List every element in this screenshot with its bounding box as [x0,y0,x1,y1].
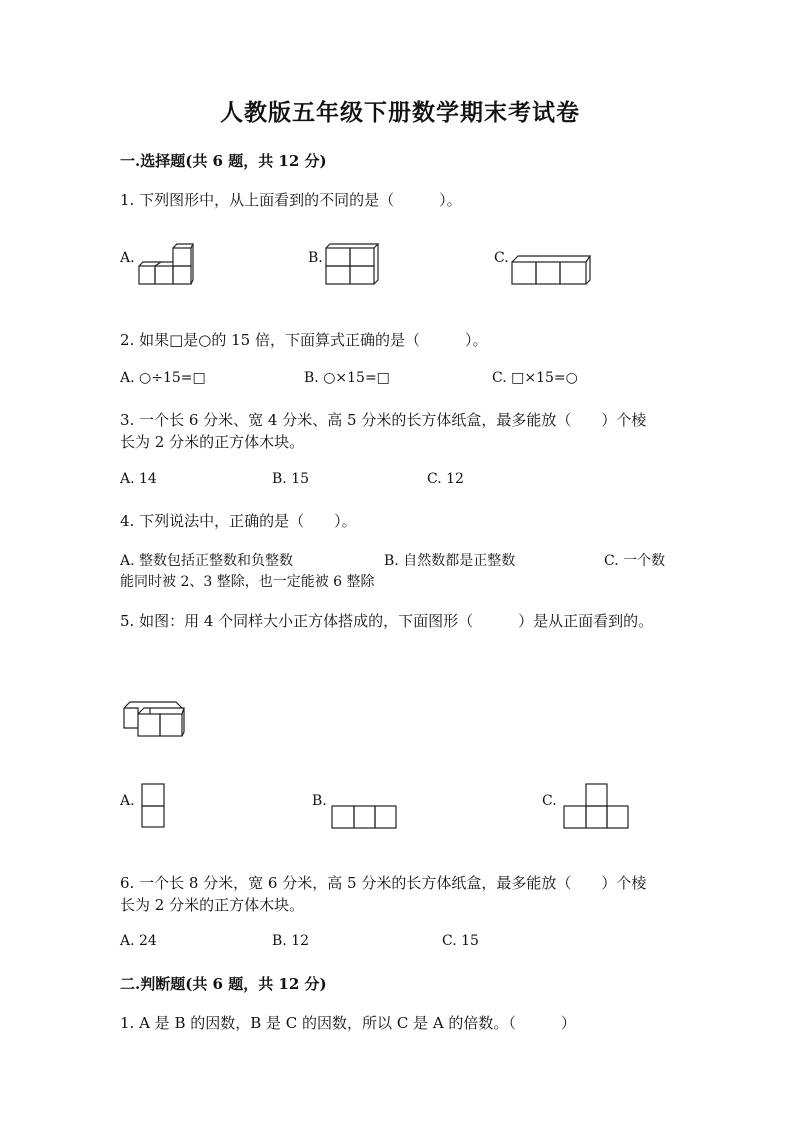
q1-option-a-label: A. [120,250,135,266]
question-4-text: 4. 下列说法中，正确的是（ ）。 [120,512,357,530]
section-heading-judgment: 二.判断题(共 6 题，共 12 分) [120,975,327,993]
q3-option-b: B. 15 [272,471,310,487]
question-3-line2: 长为 2 分米的正方体木块。 [120,433,305,451]
question-1-text: 1. 下列图形中，从上面看到的不同的是（ ）。 [120,191,462,209]
question-3-line1: 3. 一个长 6 分米、宽 4 分米、高 5 分米的长方体纸盒，最多能放（ ）个棱 [120,411,647,429]
q4-option-c: C. 一个数 [604,553,666,569]
q6-option-b: B. 12 [272,933,310,949]
question-2-text: 2. 如果□是○的 15 倍，下面算式正确的是（ ）。 [120,331,488,349]
q5-option-a-figure [140,782,166,828]
question-6-line1: 6. 一个长 8 分米，宽 6 分米，高 5 分米的长方体纸盒，最多能放（ ）个棱 [120,874,647,892]
q2-option-b: B. ○×15=□ [304,370,390,386]
q1-option-c-label: C. [494,250,509,266]
section-heading-choice: 一.选择题(共 6 题，共 12 分) [120,152,327,170]
q1-option-b-label: B. [308,250,323,266]
judgment-question-1-text: 1. A 是 B 的因数，B 是 C 的因数，所以 C 是 A 的倍数。（ ） [120,1014,576,1032]
q5-option-b-label: B. [312,793,327,809]
q3-option-c: C. 12 [427,471,464,487]
q1-option-a-figure [135,240,197,288]
q5-option-a-label: A. [120,793,135,809]
q3-option-a: A. 14 [120,471,157,487]
q6-option-c: C. 15 [442,933,479,949]
question-5-text: 5. 如图：用 4 个同样大小正方体搭成的，下面图形（ ）是从正面看到的。 [120,612,654,630]
q4-option-a: A. 整数包括正整数和负整数 [120,553,294,569]
q2-option-a: A. ○÷15=□ [120,370,206,386]
q6-option-a: A. 24 [120,933,157,949]
q5-option-c-figure [562,782,630,830]
q4-option-c-continued: 能同时被 2、3 整除，也一定能被 6 整除 [120,574,375,590]
q5-solid-figure [120,700,190,740]
q1-option-b-figure [322,240,384,288]
q5-option-c-label: C. [542,793,557,809]
q4-option-b: B. 自然数都是正整数 [384,553,516,569]
page-title: 人教版五年级下册数学期末考试卷 [220,99,580,126]
q1-option-c-figure [508,252,594,288]
q5-option-b-figure [330,804,398,830]
q2-option-c: C. □×15=○ [492,370,578,386]
question-6-line2: 长为 2 分米的正方体木块。 [120,896,305,914]
